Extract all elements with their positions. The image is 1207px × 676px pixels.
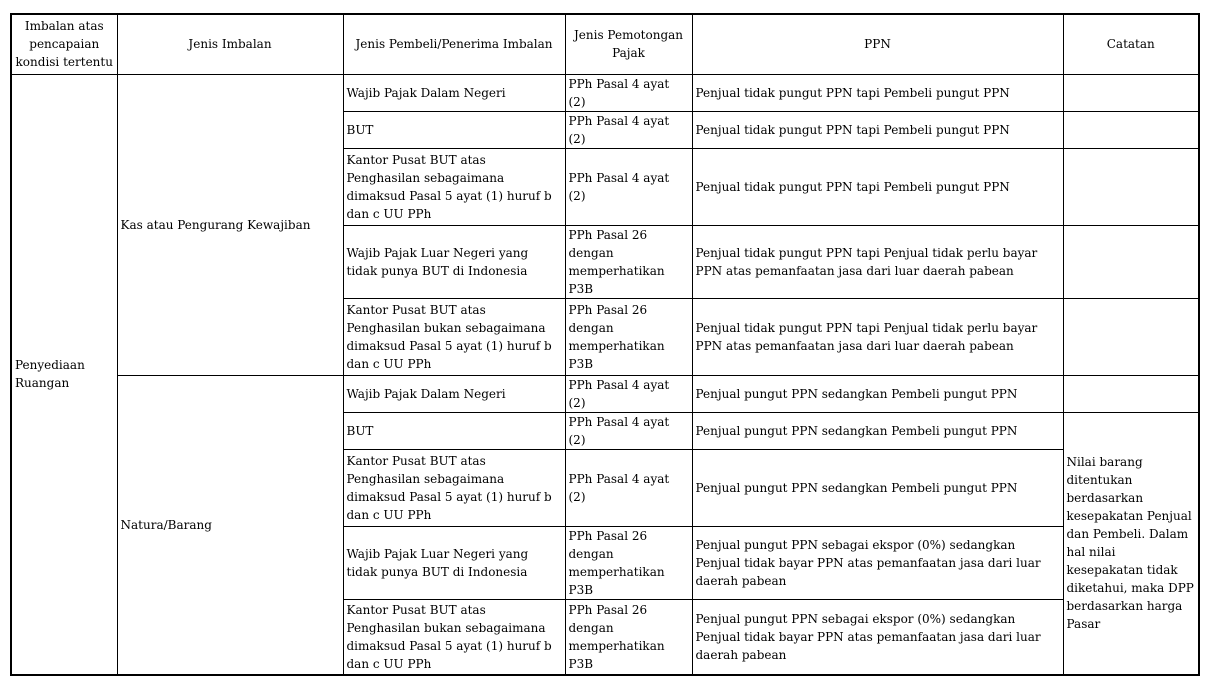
pemotongan-cell: PPh Pasal 4 ayat (2)	[565, 412, 692, 449]
header-jenis-pembeli: Jenis Pembeli/Penerima Imbalan	[343, 14, 565, 74]
ppn-cell: Penjual pungut PPN sedangkan Pembeli pungut PPN	[692, 412, 1063, 449]
pembeli-cell: Wajib Pajak Luar Negeri yang tidak punya BUT di Indonesia	[343, 526, 565, 599]
pembeli-cell: Wajib Pajak Dalam Negeri	[343, 375, 565, 412]
ppn-cell: Penjual pungut PPN sebagai ekspor (0%) sedangkan Penjual tidak bayar PPN atas pemanfaatan jasa dari luar daerah pabean	[692, 599, 1063, 675]
header-jenis-pemotongan: Jenis Pemotongan Pajak	[565, 14, 692, 74]
pembeli-cell: Kantor Pusat BUT atas Penghasilan bukan sebagaimana dimaksud Pasal 5 ayat (1) huruf b dan c UU PPh	[343, 298, 565, 375]
ppn-cell: Penjual tidak pungut PPN tapi Pembeli pungut PPN	[692, 148, 1063, 225]
table-row	[11, 74, 1199, 111]
pemotongan-cell: PPh Pasal 26 dengan memperhatikan P3B	[565, 225, 692, 298]
pembeli-cell: Kantor Pusat BUT atas Penghasilan bukan sebagaimana dimaksud Pasal 5 ayat (1) huruf b dan c UU PPh	[343, 599, 565, 675]
ppn-cell: Penjual tidak pungut PPN tapi Pembeli pungut PPN	[692, 74, 1063, 111]
pemotongan-cell: PPh Pasal 26 dengan memperhatikan P3B	[565, 526, 692, 599]
ppn-cell: Penjual pungut PPN sedangkan Pembeli pungut PPN	[692, 449, 1063, 526]
catatan-cell	[1063, 148, 1199, 225]
pembeli-cell: BUT	[343, 111, 565, 148]
pembeli-cell: Kantor Pusat BUT atas Penghasilan sebagaimana dimaksud Pasal 5 ayat (1) huruf b dan c UU PPh	[343, 148, 565, 225]
pemotongan-cell: PPh Pasal 4 ayat (2)	[565, 449, 692, 526]
ppn-cell: Penjual tidak pungut PPN tapi Penjual tidak perlu bayar PPN atas pemanfaatan jasa dari luar daerah pabean	[692, 298, 1063, 375]
imbalan-cell: Penyediaan Ruangan	[11, 74, 117, 675]
catatan-cell	[1063, 111, 1199, 148]
pembeli-cell: BUT	[343, 412, 565, 449]
ppn-cell: Penjual tidak pungut PPN tapi Penjual tidak perlu bayar PPN atas pemanfaatan jasa dari luar daerah pabean	[692, 225, 1063, 298]
pemotongan-cell: PPh Pasal 4 ayat (2)	[565, 74, 692, 111]
pemotongan-cell: PPh Pasal 26 dengan memperhatikan P3B	[565, 298, 692, 375]
pemotongan-cell: PPh Pasal 4 ayat (2)	[565, 111, 692, 148]
catatan-natura-cell: Nilai barang ditentukan berdasarkan kesepakatan Penjual dan Pembeli. Dalam hal nilai kesepakatan tidak diketahui, maka DPP berdasarkan harga Pasar	[1063, 412, 1199, 675]
header-catatan: Catatan	[1063, 14, 1199, 74]
catatan-cell	[1063, 74, 1199, 111]
ppn-cell: Penjual tidak pungut PPN tapi Pembeli pungut PPN	[692, 111, 1063, 148]
header-imbalan: Imbalan atas pencapaian kondisi tertentu	[11, 14, 117, 74]
pemotongan-cell: PPh Pasal 4 ayat (2)	[565, 148, 692, 225]
pembeli-cell: Wajib Pajak Luar Negeri yang tidak punya BUT di Indonesia	[343, 225, 565, 298]
catatan-cell	[1063, 298, 1199, 375]
pemotongan-cell: PPh Pasal 4 ayat (2)	[565, 375, 692, 412]
pemotongan-cell: PPh Pasal 26 dengan memperhatikan P3B	[565, 599, 692, 675]
header-jenis-imbalan: Jenis Imbalan	[117, 14, 343, 74]
pembeli-cell: Wajib Pajak Dalam Negeri	[343, 74, 565, 111]
jenis-imbalan-cell: Kas atau Pengurang Kewajiban	[117, 74, 343, 375]
jenis-imbalan-cell: Natura/Barang	[117, 375, 343, 675]
pembeli-cell: Kantor Pusat BUT atas Penghasilan sebagaimana dimaksud Pasal 5 ayat (1) huruf b dan c UU PPh	[343, 449, 565, 526]
catatan-cell	[1063, 375, 1199, 412]
ppn-cell: Penjual pungut PPN sedangkan Pembeli pungut PPN	[692, 375, 1063, 412]
header-row	[11, 14, 1199, 74]
table-row	[11, 375, 1199, 412]
ppn-cell: Penjual pungut PPN sebagai ekspor (0%) sedangkan Penjual tidak bayar PPN atas pemanfaatan jasa dari luar daerah pabean	[692, 526, 1063, 599]
tax-table	[10, 13, 1200, 676]
catatan-cell	[1063, 225, 1199, 298]
header-ppn: PPN	[692, 14, 1063, 74]
